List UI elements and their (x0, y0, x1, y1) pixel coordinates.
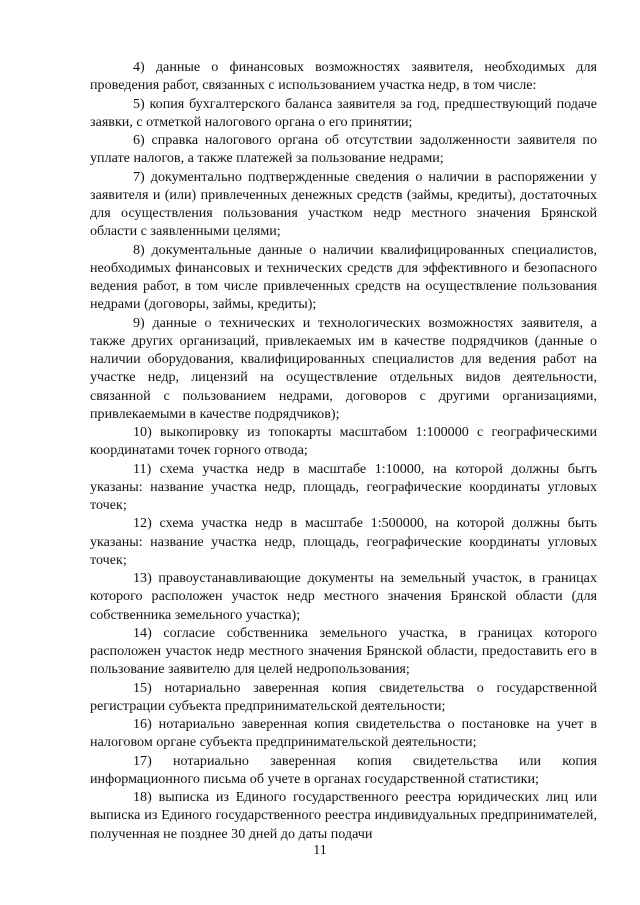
paragraph-item-9: 9) данные о технических и технологических возможностях заявителя, а также других организаций, привлекаемых им в качестве подрядчиков (данные о наличии оборудования, квалифицированных специалистов для ведения работ на участке недр, лицензий на осуществление отдельных видов деятельности, связанной с пользованием недрами, договоров с другими организациями, привлекаемыми в качестве подрядчиков); (90, 314, 597, 422)
paragraph-item-7: 7) документально подтвержденные сведения о наличии в распоряжении у заявителя и (или) привлеченных денежных средств (займы, кредиты), достаточных для осуществления пользования участком недр местного значения Брянской области с заявленными целями; (90, 168, 597, 240)
paragraph-item-16: 16) нотариально заверенная копия свидетельства о постановке на учет в налоговом органе субъекта предпринимательской деятельности; (90, 716, 597, 751)
document-body (90, 58, 597, 843)
page-number: 11 (313, 843, 327, 858)
paragraph-item-14: 14) согласие собственника земельного участка, в границах которого расположен участок недр местного значения Брянской области, предоставить его в пользование заявителю для целей недропользования; (90, 624, 597, 678)
paragraph-item-8: 8) документальные данные о наличии квалифицированных специалистов, необходимых финансовых и технических средств для эффективного и безопасного ведения работ, в том числе привлеченных средств на осуществление пользования недрами (договоры, займы, кредиты); (90, 241, 597, 313)
paragraph-item-18: 18) выписка из Единого государственного реестра юридических лиц или выписка из Единого государственного реестра индивидуальных предпринимателей, полученная не позднее 30 дней до даты подачи (90, 789, 597, 842)
paragraph-item-15: 15) нотариально заверенная копия свидетельства о государственной регистрации субъекта предпринимательской деятельности; (90, 679, 597, 714)
paragraph-item-5: 5) копия бухгалтерского баланса заявителя за год, предшествующий подаче заявки, с отметкой налогового органа о его принятии; (90, 95, 597, 130)
paragraph-item-13: 13) правоустанавливающие документы на земельный участок, в границах которого расположен участок недр местного значения Брянской области (для собственника земельного участка); (90, 570, 597, 623)
paragraph-item-17: 17) нотариально заверенная копия свидетельства или копия информационного письма об учете в органах государственной статистики; (90, 752, 597, 787)
paragraph-item-4: 4) данные о финансовых возможностях заявителя, необходимых для проведения работ, связанных с использованием участка недр, в том числе: (90, 59, 597, 94)
paragraph-item-10: 10) выкопировку из топокарты масштабом 1:100000 с географическими координатами точек горного отвода; (90, 424, 597, 459)
paragraph-item-11: 11) схема участка недр в масштабе 1:10000, на которой должны быть указаны: название участка недр, площадь, географические координаты угловых точек; (90, 460, 597, 513)
paragraph-item-12: 12) схема участка недр в масштабе 1:500000, на которой должны быть указаны: название участка недр, площадь, географические координаты угловых точек; (90, 515, 597, 568)
paragraph-item-6: 6) справка налогового органа об отсутствии задолженности заявителя по уплате налогов, а также платежей за пользование недрами; (90, 132, 597, 167)
